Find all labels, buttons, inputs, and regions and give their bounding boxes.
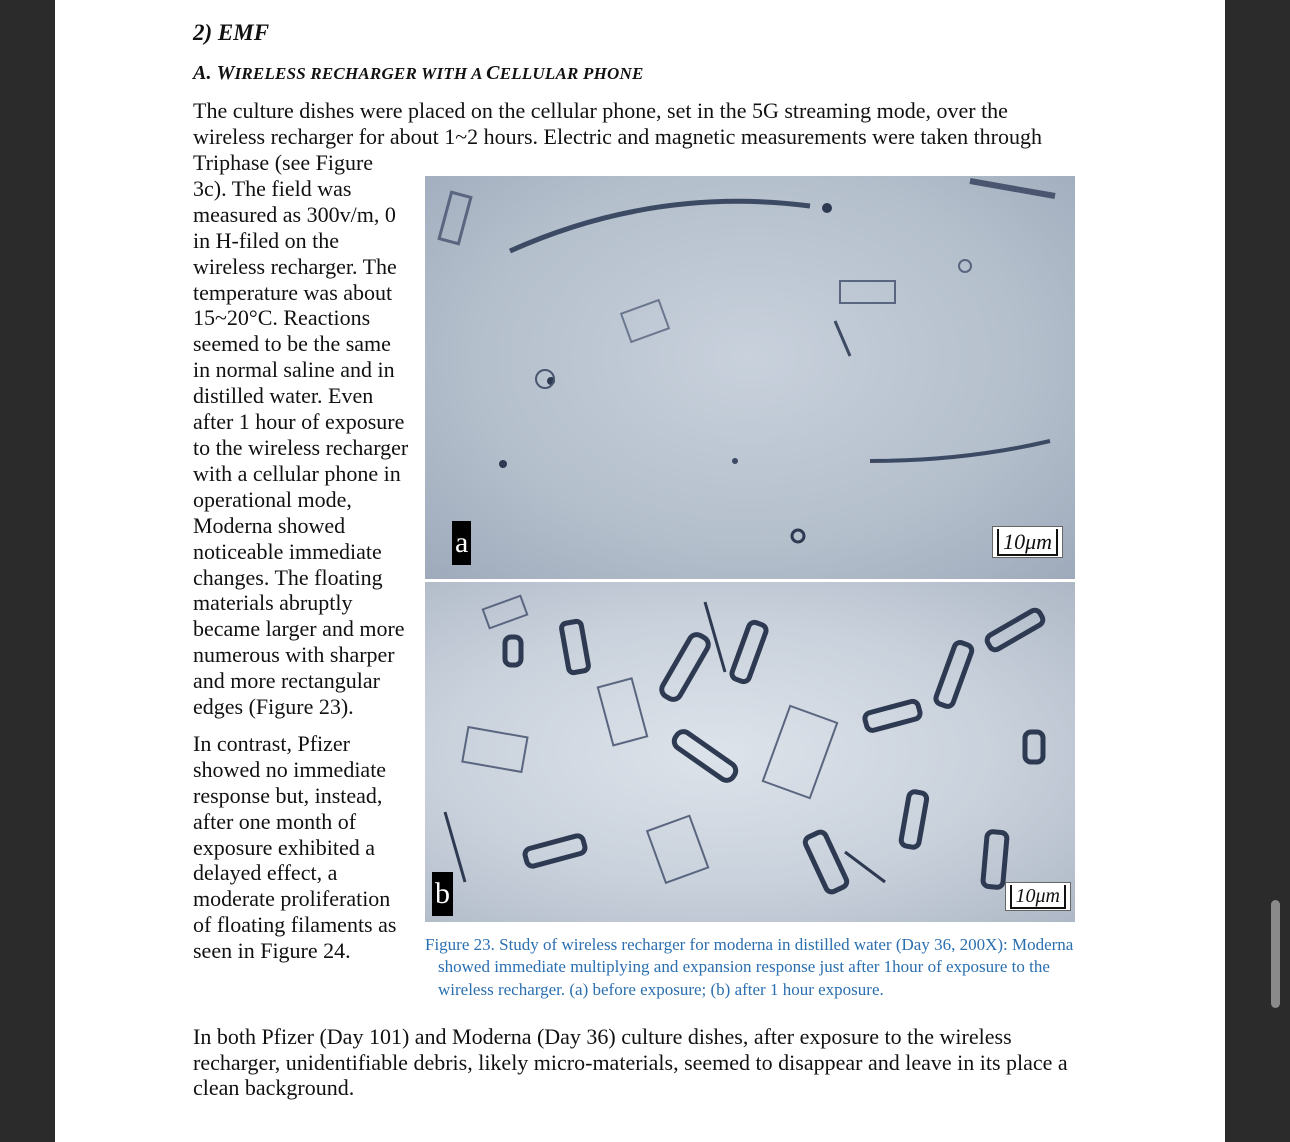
figure-caption: Figure 23. Study of wireless recharger for moderna in distilled water (Day 36, 200X): Moderna showed immediate multiplying and expansion response just after 1hour of exposure to the wireless recharger. (a) before exposure; (b) after 1 hour exposure. [425, 935, 1074, 999]
crystal [763, 706, 837, 798]
scale-bar-b-text: 10μm [1010, 885, 1066, 909]
crystal [803, 830, 848, 894]
crystal [1025, 732, 1043, 762]
paragraph-triphase: Triphase (see Figure 3c). The field was measured as 300v/m, 0 in H-filed on the wireless recharger. The temperature was about 15~20°C. Reactions seemed to be the same in normal saline and in distilled water. Even after 1 hour of exposure to the wireless recharger with a cellular phone in operational mode, Moderna showed noticeable immediate changes. The floating materials abruptly became larger and more numerous with sharper and more rectangular edges (Figure 23). [193, 150, 409, 720]
scrollbar-thumb[interactable] [1271, 900, 1280, 1008]
crystal [647, 816, 708, 883]
filament [835, 321, 850, 356]
figure-23 [425, 176, 1075, 922]
crystal [439, 192, 471, 244]
scale-bar-b [1005, 882, 1071, 911]
left-text-column [193, 150, 411, 964]
section-heading: 2) EMF [193, 20, 270, 45]
scale-bar-a [992, 526, 1063, 558]
subheading-initial-2: C [486, 62, 500, 84]
crystal [840, 281, 895, 303]
micrograph-b-image [425, 582, 1075, 922]
crystal [505, 637, 521, 665]
micrograph-panel-b [425, 582, 1075, 922]
crystal [621, 300, 669, 342]
crystal [598, 678, 647, 745]
document-page [55, 0, 1225, 1142]
crystal [462, 727, 527, 772]
subheading-part-1: IRELESS RECHARGER WITH A [234, 64, 487, 83]
filament [870, 441, 1050, 461]
closing-paragraph: In both Pfizer (Day 101) and Moderna (Day 36) culture dishes, after exposure to the wireless recharger, unidentifiable debris, likely micro-materials, seemed to disappear and leave in its place a clean background. [193, 1024, 1068, 1101]
crystal [524, 835, 587, 868]
filament [970, 181, 1055, 196]
subheading-initial-1: A. W [193, 62, 235, 84]
crystal [983, 831, 1008, 888]
crystal [671, 729, 739, 784]
particle [732, 458, 738, 464]
scale-bar-a-text: 10μm [997, 529, 1058, 556]
intro-paragraph: The culture dishes were placed on the cellular phone, set in the 5G streaming mode, over the wireless recharger for about 1~2 hours. Electric and magnetic measurements were taken through [193, 98, 1043, 149]
crystal [730, 621, 767, 684]
crystal [483, 596, 527, 628]
crystal [985, 608, 1045, 652]
micrograph-a-image [425, 176, 1075, 579]
filament [510, 201, 810, 251]
panel-b-label: b [432, 872, 453, 916]
particle [959, 260, 971, 272]
crystal [934, 641, 973, 708]
crystal [900, 791, 927, 848]
subsection-heading [193, 62, 644, 85]
micrograph-panel-a [425, 176, 1075, 579]
panel-a-label: a [452, 521, 471, 565]
filament [845, 852, 885, 882]
particle [792, 530, 804, 542]
particle [499, 460, 507, 468]
crystal [864, 700, 922, 732]
subheading-part-2: ELLULAR PHONE [499, 64, 644, 83]
crystal [561, 621, 589, 674]
crystal [659, 632, 711, 703]
filament [705, 602, 725, 672]
paragraph-pfizer: In contrast, Pfizer showed no immediate response but, instead, after one month of exposure exhibited a delayed effect, a moderate proliferation of floating filaments as seen in Figure 24. [193, 730, 397, 964]
particle [822, 203, 832, 213]
